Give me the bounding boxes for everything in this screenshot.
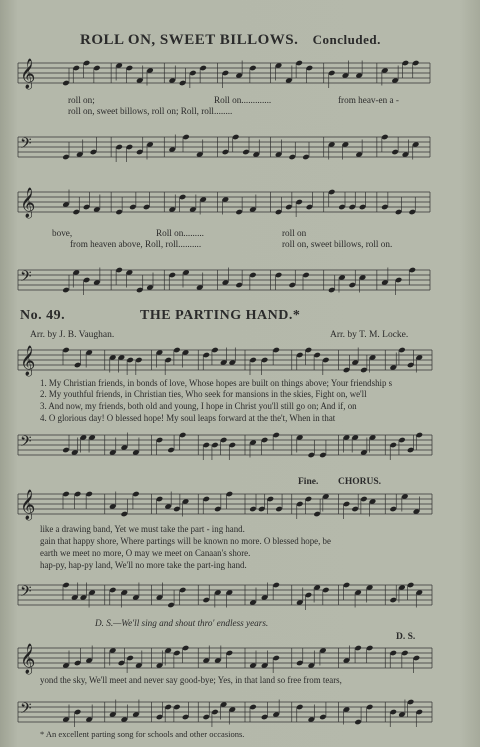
arranger-left: Arr. by J. B. Vaughan. bbox=[30, 330, 115, 340]
staff-system-5 bbox=[0, 640, 480, 740]
lyric-line: from heav-en a - bbox=[338, 95, 399, 105]
treble-clef-icon: 𝄞 bbox=[20, 490, 36, 520]
treble-clef-icon: 𝄞 bbox=[20, 644, 36, 674]
fine-mark: Fine. bbox=[298, 477, 319, 487]
chorus-lyric: earth we meet no more, O may we meet on Canaan's shore. bbox=[40, 548, 251, 558]
verse-line: 4. O glorious day! O blessed hope! My soul leaps forward at the the't, When in that bbox=[40, 413, 336, 423]
lyric-line: from heaven above, Roll, roll.......... bbox=[70, 239, 202, 249]
staff bbox=[18, 432, 432, 460]
treble-clef-icon: 𝄞 bbox=[20, 346, 36, 376]
staff bbox=[18, 267, 430, 295]
song-title bbox=[80, 32, 381, 49]
staff bbox=[18, 643, 432, 675]
arranger-right: Arr. by T. M. Locke. bbox=[330, 330, 409, 340]
bass-clef-icon: 𝄢 bbox=[20, 700, 32, 721]
bass-clef-icon: 𝄢 bbox=[20, 135, 32, 156]
staff bbox=[18, 134, 430, 162]
staff bbox=[18, 345, 432, 377]
verse-line: 2. My youthful friends, in Christian ties, Who seek for mansions in the skies, Fight on, we'll bbox=[40, 389, 367, 399]
final-lyric: yond the sky, We'll meet and never say good-bye; Yes, in that land so free from tears, bbox=[40, 675, 342, 685]
hymn-number: No. 49. bbox=[20, 308, 66, 323]
chorus-lyric: gain that happy shore, Where partings will be known no more. O blessed hope, be bbox=[40, 536, 331, 546]
bass-clef-icon: 𝄢 bbox=[20, 433, 32, 454]
ds-instruction: D. S.—We'll sing and shout thro' endless years. bbox=[95, 618, 269, 628]
footnote: * An excellent parting song for schools and other occasions. bbox=[40, 729, 245, 739]
verse-line: 1. My Christian friends, in bonds of love, Whose hopes are built on things above; Your friendship s bbox=[40, 378, 393, 388]
lyric-line: Roll on............. bbox=[214, 95, 272, 105]
staff bbox=[18, 187, 430, 219]
staff bbox=[18, 699, 432, 727]
lyric-line: roll on; bbox=[68, 95, 95, 105]
verse-line: 3. And now, my friends, both old and young, I hope in Christ you'll still go on; And if, on bbox=[40, 401, 357, 411]
chorus-lyric: hap-py, hap-py land, We'll no more take the part-ing hand. bbox=[40, 560, 247, 570]
bass-clef-icon: 𝄢 bbox=[20, 268, 32, 289]
staff bbox=[18, 58, 430, 90]
title-suffix: Concluded. bbox=[312, 32, 381, 47]
chorus-mark: CHORUS. bbox=[338, 477, 382, 487]
chorus-lyric: like a drawing band, Yet we must take the part - ing hand. bbox=[40, 524, 245, 534]
hymn-title: THE PARTING HAND.* bbox=[140, 308, 301, 323]
lyric-line: Roll on......... bbox=[156, 228, 204, 238]
staff bbox=[18, 582, 432, 610]
lyric-line: roll on, sweet billows, roll on; Roll, roll........ bbox=[68, 106, 233, 116]
staff bbox=[18, 489, 432, 521]
title-text: ROLL ON, SWEET BILLOWS. bbox=[80, 32, 299, 48]
treble-clef-icon: 𝄞 bbox=[20, 188, 36, 218]
lyric-line: roll on bbox=[282, 228, 307, 238]
lyric-line: bove, bbox=[52, 228, 73, 238]
treble-clef-icon: 𝄞 bbox=[20, 59, 36, 89]
ds-mark: D. S. bbox=[396, 632, 416, 642]
lyric-line: roll on, sweet billows, roll on. bbox=[282, 239, 393, 249]
bass-clef-icon: 𝄢 bbox=[20, 583, 32, 604]
